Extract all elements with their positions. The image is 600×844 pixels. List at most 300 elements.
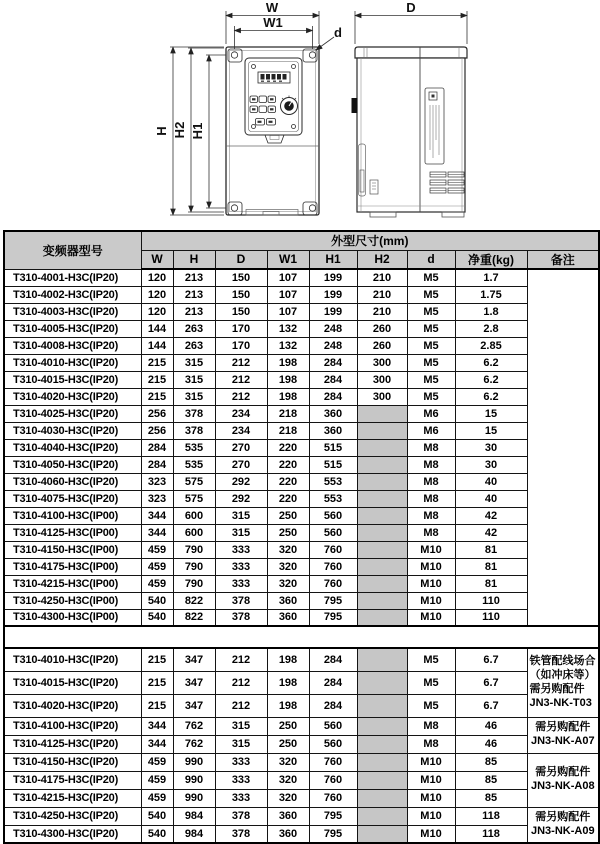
dim-cell: 210 (357, 286, 407, 303)
dim-cell: 320 (267, 771, 309, 789)
dim-cell (357, 575, 407, 592)
dim-cell: M10 (407, 558, 455, 575)
dim-cell (357, 507, 407, 524)
dim-cell: 990 (173, 789, 215, 807)
dim-cell: 256 (141, 405, 173, 422)
dim-cell: 822 (173, 609, 215, 626)
weight-cell: 6.7 (455, 671, 527, 694)
model-cell: T310-4001-H3C(IP20) (4, 269, 141, 286)
dim-cell: 213 (173, 303, 215, 320)
dim-cell: M8 (407, 473, 455, 490)
dim-cell: 760 (309, 789, 357, 807)
table-row (4, 771, 599, 789)
dim-cell: 540 (141, 825, 173, 843)
model-cell: T310-4005-H3C(IP20) (4, 320, 141, 337)
table-row (4, 609, 599, 626)
remark-line: JN3-NK-T03 (529, 696, 592, 709)
table-row (4, 592, 599, 609)
dim-cell: 120 (141, 269, 173, 286)
dim-cell: 333 (215, 771, 267, 789)
dim-cell: 790 (173, 575, 215, 592)
dim-cell: 213 (173, 286, 215, 303)
dim-cell (357, 609, 407, 626)
dim-cell: 795 (309, 609, 357, 626)
table-row (4, 753, 599, 771)
dim-cell: 120 (141, 303, 173, 320)
dim-cell: 315 (215, 717, 267, 735)
table-row (4, 541, 599, 558)
dim-cell: 284 (309, 371, 357, 388)
dim-label-h2: H2 (172, 121, 187, 139)
dim-cell: 210 (357, 269, 407, 286)
model-cell: T310-4215-H3C(IP20) (4, 789, 141, 807)
dim-cell (357, 456, 407, 473)
dim-cell: 822 (173, 592, 215, 609)
table-row (4, 490, 599, 507)
dim-cell: 333 (215, 575, 267, 592)
weight-cell: 42 (455, 507, 527, 524)
dim-cell: M5 (407, 303, 455, 320)
dim-cell: 292 (215, 490, 267, 507)
dim-cell: 300 (357, 388, 407, 405)
dim-hole-d (316, 25, 342, 50)
dim-cell: 344 (141, 717, 173, 735)
dimension-drawing (0, 0, 600, 229)
dim-cell: 248 (309, 337, 357, 354)
dim-cell: M5 (407, 286, 455, 303)
table-row (4, 648, 599, 671)
weight-cell: 110 (455, 592, 527, 609)
dim-cell: M5 (407, 354, 455, 371)
dim-cell: M5 (407, 320, 455, 337)
dim-cell: 220 (267, 439, 309, 456)
dim-cell: 212 (215, 648, 267, 671)
remark-line: （如冲床等） (529, 669, 596, 681)
table-row (4, 354, 599, 371)
dim-cell: 215 (141, 371, 173, 388)
dim-cell: M8 (407, 717, 455, 735)
dim-cell: 515 (309, 439, 357, 456)
dim-cell: 378 (215, 592, 267, 609)
weight-cell: 85 (455, 789, 527, 807)
dim-cell: 347 (173, 671, 215, 694)
dim-label-w: W (265, 0, 279, 15)
dim-cell: M5 (407, 694, 455, 717)
weight-cell: 30 (455, 439, 527, 456)
dim-cell: M6 (407, 422, 455, 439)
dim-cell: 248 (309, 320, 357, 337)
dim-cell: 760 (309, 753, 357, 771)
col-header-h: H (173, 250, 215, 269)
weight-cell: 42 (455, 524, 527, 541)
dim-cell: M5 (407, 388, 455, 405)
dim-cell: 144 (141, 337, 173, 354)
model-cell: T310-4125-H3C(IP20) (4, 735, 141, 753)
table-row (4, 303, 599, 320)
dim-cell (357, 473, 407, 490)
dim-cell: 575 (173, 490, 215, 507)
weight-cell: 40 (455, 473, 527, 490)
dim-cell: 150 (215, 269, 267, 286)
col-header-h2: H2 (357, 250, 407, 269)
dim-cell: 795 (309, 592, 357, 609)
dim-cell: 300 (357, 371, 407, 388)
dim-cell: M8 (407, 439, 455, 456)
dim-cell: 540 (141, 609, 173, 626)
separator-cell (4, 626, 599, 648)
model-cell: T310-4015-H3C(IP20) (4, 671, 141, 694)
dim-cell: 320 (267, 753, 309, 771)
dim-cell: 212 (215, 354, 267, 371)
weight-cell: 6.2 (455, 371, 527, 388)
weight-cell: 1.75 (455, 286, 527, 303)
remark-cell (527, 807, 599, 843)
dim-cell: 250 (267, 735, 309, 753)
dim-cell: 234 (215, 422, 267, 439)
dim-cell: 284 (309, 354, 357, 371)
weight-cell: 6.7 (455, 648, 527, 671)
dim-cell: 213 (173, 269, 215, 286)
dim-cell: 790 (173, 558, 215, 575)
table-row (4, 575, 599, 592)
remark-line: JN3-NK-A08 (531, 780, 595, 792)
dim-cell: M10 (407, 541, 455, 558)
model-cell: T310-4125-H3C(IP00) (4, 524, 141, 541)
model-cell: T310-4250-H3C(IP00) (4, 592, 141, 609)
dim-cell: M5 (407, 337, 455, 354)
model-cell: T310-4100-H3C(IP00) (4, 507, 141, 524)
dim-cell: 378 (173, 422, 215, 439)
dim-cell: 250 (267, 507, 309, 524)
model-cell: T310-4010-H3C(IP20) (4, 354, 141, 371)
dim-cell: 984 (173, 807, 215, 825)
weight-cell: 15 (455, 405, 527, 422)
remark-cell (527, 648, 599, 717)
model-cell: T310-4175-H3C(IP00) (4, 558, 141, 575)
weight-cell: 15 (455, 422, 527, 439)
dim-cell (357, 753, 407, 771)
dim-cell: 315 (215, 735, 267, 753)
dim-cell: 250 (267, 717, 309, 735)
dim-cell: 360 (267, 807, 309, 825)
dim-cell (357, 490, 407, 507)
weight-cell: 118 (455, 807, 527, 825)
weight-cell: 85 (455, 753, 527, 771)
dim-cell: 198 (267, 671, 309, 694)
dim-cell: 315 (173, 354, 215, 371)
table-row (4, 807, 599, 825)
dim-cell: 220 (267, 456, 309, 473)
dim-cell: 360 (267, 609, 309, 626)
dim-cell: 540 (141, 592, 173, 609)
dim-h (154, 47, 224, 215)
table-row (4, 269, 599, 286)
dim-cell: 347 (173, 694, 215, 717)
dim-cell: M5 (407, 671, 455, 694)
dim-cell: 560 (309, 717, 357, 735)
table-row (4, 524, 599, 541)
weight-cell: 30 (455, 456, 527, 473)
drawing-svg (0, 0, 600, 229)
weight-cell: 46 (455, 717, 527, 735)
dim-cell (357, 405, 407, 422)
remark-line: 需另购配件 (529, 682, 585, 695)
col-header-h1: H1 (309, 250, 357, 269)
dim-cell: 760 (309, 575, 357, 592)
weight-cell: 118 (455, 825, 527, 843)
col-header-w: W (141, 250, 173, 269)
dim-cell: 215 (141, 671, 173, 694)
dim-cell: M5 (407, 648, 455, 671)
dim-cell: 984 (173, 825, 215, 843)
weight-cell: 81 (455, 541, 527, 558)
dim-cell: 560 (309, 524, 357, 541)
dim-cell: M8 (407, 456, 455, 473)
dim-cell: 459 (141, 789, 173, 807)
weight-cell: 40 (455, 490, 527, 507)
dim-cell: 760 (309, 771, 357, 789)
table-row (4, 405, 599, 422)
weight-cell: 110 (455, 609, 527, 626)
dim-cell: M10 (407, 771, 455, 789)
dim-cell: 260 (357, 337, 407, 354)
model-cell: T310-4100-H3C(IP20) (4, 717, 141, 735)
model-cell: T310-4175-H3C(IP20) (4, 771, 141, 789)
table-row (4, 671, 599, 694)
remark-line: JN3-NK-A09 (531, 824, 595, 837)
dim-cell: 250 (267, 524, 309, 541)
dim-cell: 263 (173, 337, 215, 354)
dim-cell: 107 (267, 303, 309, 320)
col-header-remark: 备注 (527, 250, 599, 269)
dim-cell: 333 (215, 541, 267, 558)
col-header-weight: 净重(kg) (455, 250, 527, 269)
separator-row (4, 626, 599, 648)
dim-w1 (235, 15, 313, 49)
weight-cell: 46 (455, 735, 527, 753)
dim-cell: 150 (215, 286, 267, 303)
remark-line: 需另购配件 (535, 811, 591, 823)
dim-cell: 198 (267, 648, 309, 671)
dim-cell: 535 (173, 439, 215, 456)
weight-cell: 1.8 (455, 303, 527, 320)
model-cell: T310-4015-H3C(IP20) (4, 371, 141, 388)
table-row (4, 456, 599, 473)
dim-cell (357, 541, 407, 558)
dim-cell: 378 (173, 405, 215, 422)
dim-d (355, 0, 467, 44)
table-row (4, 735, 599, 753)
dim-cell: M8 (407, 490, 455, 507)
dim-cell: 198 (267, 371, 309, 388)
model-cell: T310-4040-H3C(IP20) (4, 439, 141, 456)
dim-cell: 347 (173, 648, 215, 671)
dim-cell: 344 (141, 735, 173, 753)
dim-cell (357, 789, 407, 807)
dim-cell: 210 (357, 303, 407, 320)
remark-line: 需另购配件 (535, 721, 591, 734)
model-cell: T310-4150-H3C(IP00) (4, 541, 141, 558)
dim-cell: 315 (215, 524, 267, 541)
dim-cell: 575 (173, 473, 215, 490)
model-cell: T310-4030-H3C(IP20) (4, 422, 141, 439)
dim-cell: 107 (267, 269, 309, 286)
dim-cell: 270 (215, 456, 267, 473)
dim-cell: 360 (267, 592, 309, 609)
dim-cell: 315 (173, 371, 215, 388)
dim-cell: M10 (407, 575, 455, 592)
col-header-model: 变频器型号 (4, 231, 141, 269)
dim-cell: 284 (309, 388, 357, 405)
table-row (4, 439, 599, 456)
dimensions-table (3, 230, 600, 844)
dim-cell: 315 (215, 507, 267, 524)
model-cell: T310-4003-H3C(IP20) (4, 303, 141, 320)
dim-cell: 212 (215, 371, 267, 388)
remark-cell (527, 753, 599, 807)
dim-cell (357, 825, 407, 843)
weight-cell: 85 (455, 771, 527, 789)
dim-cell: 378 (215, 807, 267, 825)
dim-cell: 760 (309, 558, 357, 575)
dim-cell: 315 (173, 388, 215, 405)
model-cell: T310-4020-H3C(IP20) (4, 388, 141, 405)
front-view-drawing (226, 47, 319, 215)
dim-cell: 284 (141, 456, 173, 473)
dim-cell: 333 (215, 753, 267, 771)
dim-cell (357, 592, 407, 609)
dim-label-d: D (406, 0, 416, 15)
dim-cell: 260 (357, 320, 407, 337)
dim-cell: 234 (215, 405, 267, 422)
table-row (4, 694, 599, 717)
model-cell: T310-4008-H3C(IP20) (4, 337, 141, 354)
dim-cell (357, 422, 407, 439)
dim-cell: 198 (267, 354, 309, 371)
dim-cell: 120 (141, 286, 173, 303)
dim-cell (357, 558, 407, 575)
dim-h1 (190, 55, 226, 208)
weight-cell: 2.8 (455, 320, 527, 337)
table-row (4, 388, 599, 405)
dim-cell: 600 (173, 507, 215, 524)
dim-cell: 300 (357, 354, 407, 371)
dim-label-h: H (154, 126, 169, 136)
dim-cell: 762 (173, 717, 215, 735)
remark-line: JN3-NK-A07 (531, 735, 595, 747)
dim-cell (357, 771, 407, 789)
dim-cell: M10 (407, 825, 455, 843)
dim-cell: 459 (141, 575, 173, 592)
dim-cell: 215 (141, 388, 173, 405)
model-cell: T310-4150-H3C(IP20) (4, 753, 141, 771)
dim-cell (357, 648, 407, 671)
remark-cell (527, 717, 599, 753)
dim-cell: 199 (309, 303, 357, 320)
dim-cell: 459 (141, 753, 173, 771)
table-row (4, 320, 599, 337)
dim-cell: 344 (141, 524, 173, 541)
dim-cell: 263 (173, 320, 215, 337)
dim-cell: M8 (407, 507, 455, 524)
dim-cell: 990 (173, 771, 215, 789)
dim-cell: 212 (215, 388, 267, 405)
dim-cell (357, 694, 407, 717)
dim-cell: 795 (309, 807, 357, 825)
dim-cell: 990 (173, 753, 215, 771)
dim-cell: 198 (267, 694, 309, 717)
dim-cell: 212 (215, 694, 267, 717)
dimension-table-section (3, 230, 598, 844)
dim-cell: 215 (141, 694, 173, 717)
dim-cell: 107 (267, 286, 309, 303)
dim-cell: 198 (267, 388, 309, 405)
dim-cell: 790 (173, 541, 215, 558)
model-cell: T310-4060-H3C(IP20) (4, 473, 141, 490)
weight-cell: 6.7 (455, 694, 527, 717)
dim-cell: 132 (267, 337, 309, 354)
model-cell: T310-4050-H3C(IP20) (4, 456, 141, 473)
model-cell: T310-4075-H3C(IP20) (4, 490, 141, 507)
dim-cell: 535 (173, 456, 215, 473)
weight-cell: 6.2 (455, 354, 527, 371)
dim-cell: 795 (309, 825, 357, 843)
dim-cell: 212 (215, 671, 267, 694)
dim-cell: 220 (267, 473, 309, 490)
dim-cell: 284 (309, 694, 357, 717)
dim-cell: 320 (267, 541, 309, 558)
table-row (4, 717, 599, 735)
dim-cell: M10 (407, 807, 455, 825)
table-row (4, 337, 599, 354)
model-cell: T310-4020-H3C(IP20) (4, 694, 141, 717)
table-body (4, 269, 599, 843)
weight-cell: 81 (455, 575, 527, 592)
dim-cell: 762 (173, 735, 215, 753)
dim-cell: 292 (215, 473, 267, 490)
table-row (4, 473, 599, 490)
dim-cell: 170 (215, 337, 267, 354)
dim-cell: 760 (309, 541, 357, 558)
dim-cell: M5 (407, 371, 455, 388)
dim-label-h1: H1 (190, 122, 205, 140)
dim-cell: 360 (309, 422, 357, 439)
dim-cell: 199 (309, 286, 357, 303)
dim-cell: M10 (407, 609, 455, 626)
dim-cell: 360 (309, 405, 357, 422)
dim-cell (357, 717, 407, 735)
side-feet (370, 212, 464, 217)
table-row (4, 825, 599, 843)
dim-cell: 199 (309, 269, 357, 286)
table-row (4, 558, 599, 575)
dim-cell: M10 (407, 789, 455, 807)
dim-label-hole-d: d (334, 25, 342, 40)
dim-cell: 320 (267, 789, 309, 807)
table-row (4, 507, 599, 524)
dim-cell: 320 (267, 575, 309, 592)
col-header-screw-d: d (407, 250, 455, 269)
dim-cell: 344 (141, 507, 173, 524)
remark-line: 需另购配件 (535, 766, 591, 779)
dim-cell: 459 (141, 771, 173, 789)
weight-cell: 6.2 (455, 388, 527, 405)
table-header (4, 231, 599, 269)
model-cell: T310-4002-H3C(IP20) (4, 286, 141, 303)
dim-cell: 540 (141, 807, 173, 825)
dim-cell: 150 (215, 303, 267, 320)
model-cell: T310-4025-H3C(IP20) (4, 405, 141, 422)
